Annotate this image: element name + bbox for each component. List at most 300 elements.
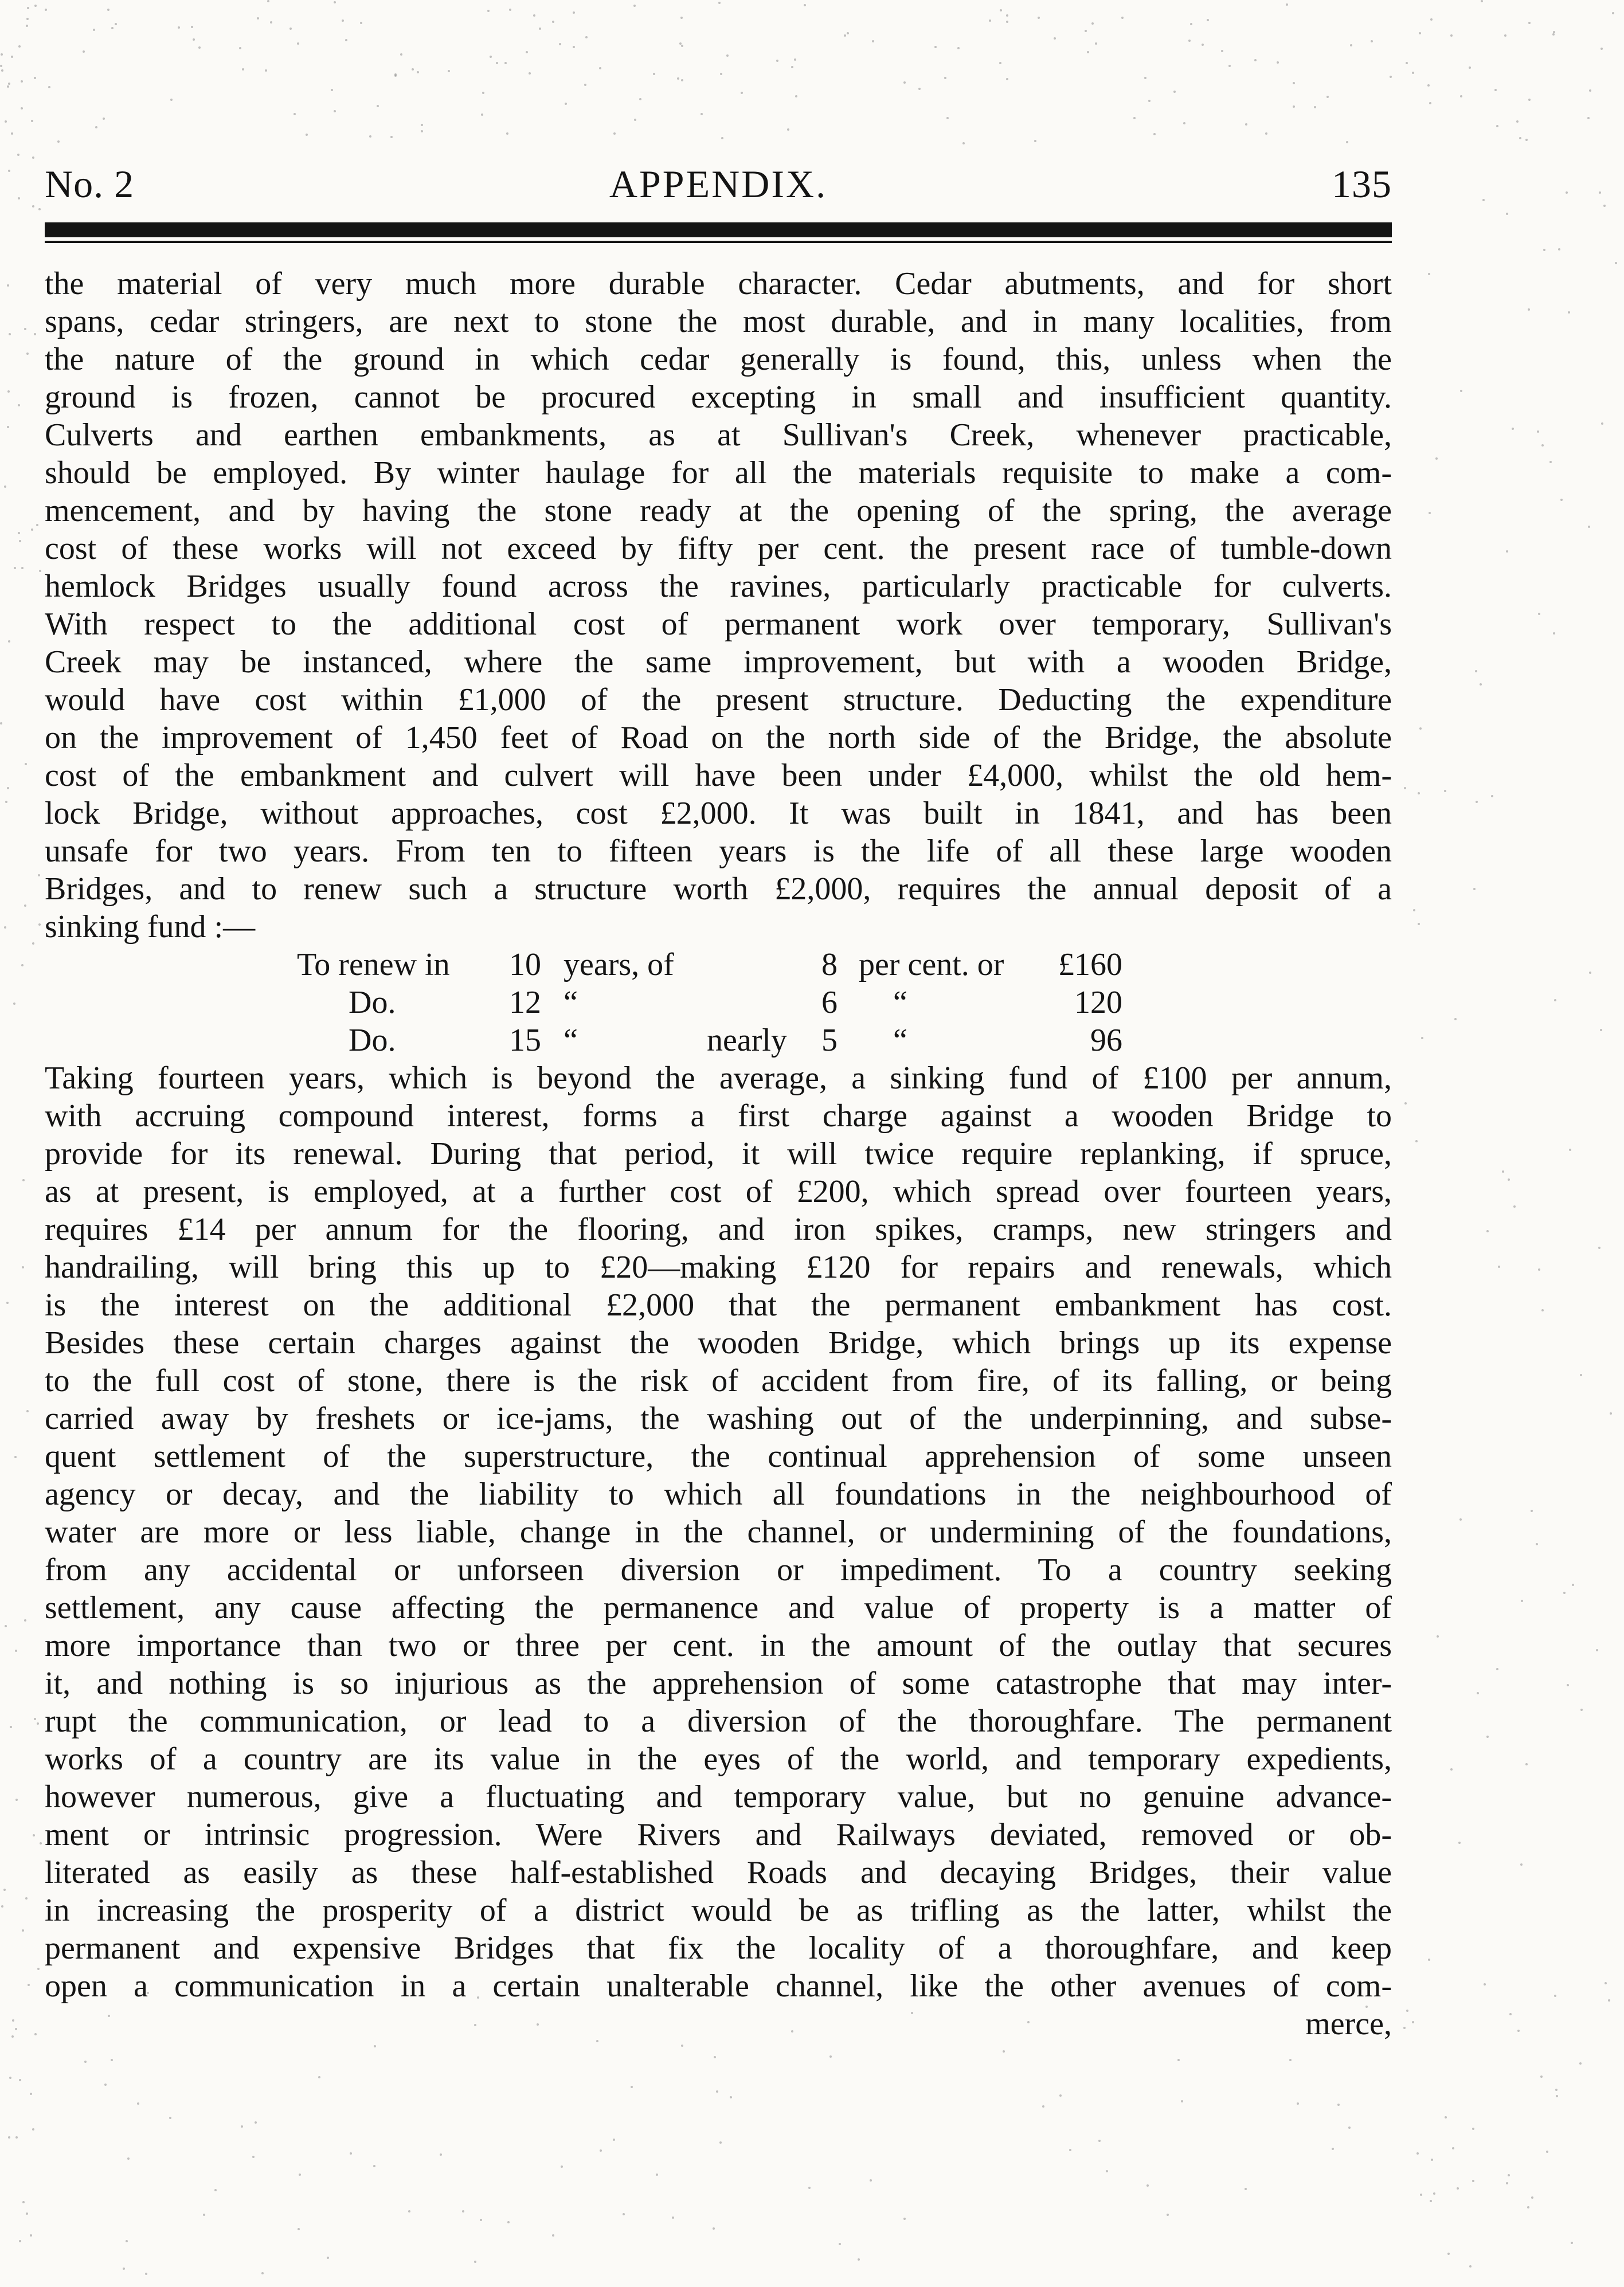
speckle-dot [1555,2089,1558,2091]
speckle-dot [21,567,24,569]
speckle-dot [1254,59,1257,61]
speckle-dot [373,2165,375,2167]
speckle-dot [1,53,3,56]
speckle-dot [1148,100,1151,102]
speckle-dot [28,1984,30,1986]
speckle-dot [1202,44,1204,46]
speckle-dot [1553,31,1555,33]
speckle-dot [421,124,423,126]
speckle-dot [720,73,722,75]
speckle-dot [1612,12,1614,14]
text-line: unsafe for two years. From ten to fifteen years is the life of all these large wooden [45,833,1392,869]
speckle-dot [600,2149,602,2152]
table-cell-label: Do. [349,985,396,1020]
speckle-dot [7,787,9,789]
speckle-dot [241,2125,243,2128]
speckle-dot [1003,2050,1005,2053]
speckle-dot [145,2273,147,2275]
text-line: quent settlement of the superstructure, the continual apprehension of some unseen [45,1439,1392,1474]
speckle-dot [115,23,117,25]
speckle-dot [496,62,498,64]
speckle-dot [1484,1983,1486,1986]
speckle-dot [1596,1649,1598,1651]
speckle-dot [1476,801,1478,803]
speckle-dot [22,1929,24,1932]
speckle-dot [26,1410,29,1412]
speckle-dot [1346,141,1348,143]
text-line: mencement, and by having the stone ready at the opening of the spring, the average [45,493,1392,528]
speckle-dot [1429,102,1431,104]
speckle-dot [331,89,333,91]
speckle-dot [374,2045,376,2047]
text-line: Besides these certain charges against the wooden Bridge, which brings up its expense [45,1325,1392,1361]
speckle-dot [30,2093,32,2095]
table-cell-rate: 8 [821,947,838,982]
speckle-dot [1418,923,1420,925]
speckle-dot [1144,77,1146,79]
text-line: with accruing compound interest, forms a first charge against a wooden Bridge to [45,1098,1392,1134]
speckle-dot [4,926,6,929]
speckle-dot [1460,390,1462,392]
speckle-dot [1615,262,1617,264]
speckle-dot [1091,22,1094,25]
speckle-dot [34,5,37,7]
speckle-dot [677,77,679,80]
speckle-dot [1106,2170,1108,2172]
speckle-dot [1427,84,1430,87]
speckle-dot [0,65,2,67]
speckle-dot [1509,2013,1512,2015]
text-line: hemlock Bridges usually found across the ravines, particularly practicable for culverts. [45,569,1392,604]
speckle-dot [1038,17,1040,19]
speckle-dot [903,81,906,84]
speckle-dot [839,2243,841,2245]
speckle-dot [1,1905,3,1908]
speckle-dot [1482,199,1485,201]
speckle-dot [1207,19,1209,21]
speckle-dot [1512,428,1514,430]
speckle-dot [191,26,193,28]
speckle-dot [804,4,806,6]
speckle-dot [1293,82,1295,84]
speckle-dot [613,132,616,135]
table-cell-pc: “ [893,985,907,1020]
speckle-dot [999,62,1001,64]
speckle-dot [1454,1018,1457,1020]
speckle-dot [270,21,272,24]
paragraph-2 [45,1059,1392,2005]
speckle-dot [1531,1510,1533,1512]
speckle-dot [14,567,16,569]
speckle-dot [1450,34,1453,37]
speckle-dot [1540,2075,1543,2078]
speckle-dot [585,36,588,38]
speckle-dot [1525,139,1528,141]
speckle-dot [829,2055,832,2058]
speckle-dot [1277,61,1279,64]
speckle-dot [289,28,292,30]
speckle-dot [9,333,11,335]
table-cell-unit: “ [563,985,578,1020]
speckle-dot [8,170,10,172]
speckle-dot [529,72,531,75]
speckle-dot [104,2084,107,2086]
speckle-dot [989,19,991,22]
speckle-dot [34,77,36,79]
speckle-dot [360,22,362,24]
speckle-dot [1504,34,1506,37]
speckle-dot [1390,76,1392,78]
speckle-dot [13,1002,15,1005]
speckle-dot [787,128,789,131]
speckle-dot [903,2218,906,2220]
speckle-dot [1549,461,1552,463]
sinking-fund-table [45,946,1392,1059]
speckle-dot [1605,1982,1607,1984]
text-line: open a communication in a certain unalterable channel, like the other avenues of com- [45,1968,1392,2004]
speckle-dot [32,156,34,159]
table-cell-rate: 6 [821,985,838,1020]
speckle-dot [1190,23,1192,25]
speckle-dot [584,84,586,86]
speckle-dot [22,1179,25,1181]
text-line: the nature of the ground in which cedar generally is found, this, unless when the [45,342,1392,377]
speckle-dot [318,2076,320,2078]
speckle-dot [1608,1999,1610,2002]
speckle-dot [421,130,423,132]
header-thin-rule [45,241,1392,243]
page-number: 135 [1332,162,1392,206]
speckle-dot [946,117,949,119]
speckle-dot [681,79,683,81]
speckle-dot [1472,2128,1474,2130]
table-row [45,984,1392,1021]
speckle-dot [31,120,33,122]
speckle-dot [533,14,535,17]
speckle-dot [11,2035,14,2038]
speckle-dot [18,532,20,534]
speckle-dot [1326,96,1329,98]
speckle-dot [1289,2059,1292,2061]
speckle-dot [1153,133,1156,135]
speckle-dot [1469,2265,1472,2268]
speckle-dot [962,142,965,144]
text-line: Culverts and earthen embankments, as at Sullivan's Creek, whenever practicable, [45,417,1392,453]
table-cell-amount: £160 [1058,947,1122,982]
speckle-dot [1589,972,1591,974]
text-line: Creek may be instanced, where the same improvement, but with a wooden Bridge, [45,644,1392,680]
speckle-dot [794,58,796,61]
speckle-dot [26,18,29,20]
speckle-dot [7,426,9,428]
speckle-dot [509,9,511,11]
speckle-dot [5,120,7,123]
speckle-dot [1428,273,1430,275]
speckle-dot [19,540,21,542]
speckle-dot [11,132,13,135]
text-line: to the full cost of stone, there is the risk of accident from fire, of its falling, or being [45,1363,1392,1399]
speckle-dot [26,2212,28,2215]
speckle-dot [1536,1543,1538,1545]
table-row [45,1021,1392,1059]
speckle-dot [334,1,336,3]
speckle-dot [7,85,9,88]
speckle-dot [38,874,40,876]
speckle-dot [123,2268,125,2270]
speckle-dot [417,71,419,73]
speckle-dot [1419,727,1422,730]
text-line: With respect to the additional cost of permanent work over temporary, Sullivan's [45,606,1392,642]
speckle-dot [107,9,109,11]
text-line: works of a country are its value in the eyes of the world, and temporary expedients, [45,1741,1392,1777]
speckle-dot [83,50,85,53]
speckle-dot [1491,795,1493,797]
speckle-dot [1601,422,1603,425]
speckle-dot [1121,17,1124,19]
speckle-dot [408,2210,410,2212]
speckle-dot [297,42,299,45]
speckle-dot [1502,1170,1504,1173]
speckle-dot [7,390,10,393]
speckle-dot [776,60,778,62]
speckle-dot [1348,2127,1351,2129]
speckle-dot [634,119,636,121]
speckle-dot [639,98,641,100]
text-line: carried away by freshets or ice-jams, the washing out of the underpinning, and subse- [45,1401,1392,1436]
speckle-dot [103,118,105,120]
speckle-dot [613,2139,615,2141]
speckle-dot [267,0,269,2]
speckle-dot [1297,2102,1299,2105]
speckle-dot [681,2045,683,2047]
speckle-dot [623,2213,625,2215]
speckle-dot [1133,117,1136,119]
speckle-dot [1403,2027,1406,2029]
speckle-dot [844,34,846,37]
speckle-dot [791,66,793,68]
speckle-dot [377,105,379,107]
speckle-dot [1498,1266,1500,1268]
speckle-dot [1554,1995,1556,1997]
speckle-dot [1546,2151,1548,2153]
speckle-dot [15,2136,18,2139]
speckle-dot [1430,18,1433,21]
speckle-dot [1600,48,1603,50]
speckle-dot [1059,2094,1062,2097]
table-cell-unit: “ [563,1023,578,1058]
speckle-dot [18,45,21,48]
speckle-dot [1580,1374,1582,1376]
speckle-dot [1513,1205,1516,1208]
speckle-dot [957,47,960,49]
speckle-dot [934,46,937,48]
speckle-dot [1486,1736,1489,1738]
speckle-dot [1571,2242,1573,2244]
speckle-dot [21,964,24,966]
table-cell-nearly: nearly [707,1023,787,1058]
speckle-dot [10,1726,12,1728]
speckle-dot [7,284,9,287]
speckle-dot [14,1456,17,1458]
speckle-dot [1447,2253,1450,2255]
speckle-dot [394,73,397,76]
speckle-dot [1567,1684,1569,1686]
speckle-dot [34,1718,36,1720]
speckle-dot [1560,499,1563,501]
speckle-dot [1528,22,1531,24]
speckle-dot [1520,1863,1523,1866]
speckle-dot [1006,21,1008,23]
speckle-dot [127,2157,130,2160]
text-line: in increasing the prosperity of a district would be as trifling as the latter, whilst the [45,1893,1392,1928]
speckle-dot [95,126,97,128]
speckle-dot [1245,123,1247,126]
speckle-dot [1332,2148,1334,2150]
speckle-dot [0,722,2,725]
header-thick-rule [45,222,1392,237]
text-line: from any accidental or unforseen diversion or impediment. To a country seeking [45,1552,1392,1588]
speckle-dot [1445,2116,1447,2118]
speckle-dot [19,2079,21,2081]
table-cell-years: 10 [509,947,541,982]
speckle-dot [713,2227,715,2230]
speckle-dot [8,83,10,85]
text-line: is the interest on the additional £2,000 that the permanent embankment has cost. [45,1287,1392,1323]
speckle-dot [5,1625,7,1627]
speckle-dot [672,2216,674,2219]
speckle-dot [33,1834,35,1836]
speckle-dot [1412,2021,1414,2023]
text-line: the material of very much more durable character. Cedar abutments, and for short [45,266,1392,301]
speckle-dot [1472,2180,1474,2182]
speckle-dot [1508,1178,1510,1181]
speckle-dot [1538,613,1540,615]
speckle-dot [1085,30,1087,32]
speckle-dot [1588,526,1590,528]
speckle-dot [342,19,344,22]
speckle-dot [45,9,47,11]
speckle-dot [1404,1102,1407,1105]
speckle-dot [5,801,7,803]
speckle-dot [1480,683,1482,686]
speckle-dot [21,107,23,109]
speckle-dot [170,99,173,101]
speckle-dot [9,2077,11,2079]
speckle-dot [552,2234,554,2237]
speckle-dot [872,40,874,42]
speckle-dot [599,67,601,69]
speckle-dot [537,2023,539,2026]
text-line: lock Bridge, without approaches, cost £2,000. It was built in 1841, and has been [45,796,1392,831]
speckle-dot [1598,1247,1600,1249]
body-text [45,265,1392,2043]
speckle-dot [369,135,371,138]
speckle-dot [1568,311,1570,314]
speckle-dot [1600,1029,1602,1031]
speckle-dot [6,1302,9,1304]
speckle-dot [1506,213,1508,215]
speckle-dot [22,1266,24,1268]
speckle-dot [38,923,41,926]
speckle-dot [18,197,20,199]
speckle-dot [242,68,244,71]
speckle-dot [27,7,29,9]
speckle-dot [1412,72,1414,74]
speckle-dot [1404,787,1406,789]
speckle-dot [565,103,567,105]
speckle-dot [40,1842,42,1845]
speckle-dot [1569,1149,1571,1151]
speckle-dot [1098,2140,1101,2142]
speckle-dot [1460,95,1462,97]
speckle-dot [1556,2095,1558,2097]
speckle-dot [1496,1668,1498,1670]
speckle-dot [1181,2100,1183,2102]
speckle-dot [345,39,347,41]
speckle-dot [198,46,201,49]
speckle-dot [1435,457,1438,460]
speckle-dot [350,2152,352,2155]
appendix-number: No. 2 [45,162,135,206]
speckle-dot [1538,1268,1540,1271]
speckle-dot [4,485,6,488]
speckle-dot [911,2012,913,2014]
speckle-dot [306,134,308,136]
speckle-dot [26,353,29,355]
speckle-dot [870,2179,872,2182]
speckle-dot [1473,888,1476,890]
speckle-dot [1579,2062,1582,2065]
speckle-dot [795,95,797,97]
speckle-dot [1418,792,1420,794]
text-line: permanent and expensive Bridges that fix the locality of a thoroughfare, and keep [45,1930,1392,1966]
speckle-dot [1,69,3,72]
speckle-dot [1528,99,1531,101]
text-line: literated as easily as these half-established Roads and decaying Bridges, their value [45,1855,1392,1890]
speckle-dot [84,2061,87,2063]
speckle-dot [193,38,195,41]
speckle-dot [808,2187,811,2189]
speckle-dot [1000,9,1002,11]
speckle-dot [1572,1584,1574,1586]
speckle-dot [1428,1959,1430,1961]
speckle-dot [1458,1842,1461,1844]
speckle-dot [1042,2105,1044,2108]
speckle-dot [1566,191,1568,194]
speckle-dot [944,77,946,79]
speckle-dot [1531,2196,1533,2199]
text-line: settlement, any cause affecting the permanence and value of property is a matter of [45,1590,1392,1626]
speckle-dot [265,69,267,72]
speckle-dot [504,62,507,64]
speckle-dot [32,205,34,207]
speckle-dot [32,942,34,945]
speckle-dot [680,17,683,19]
speckle-dot [1034,140,1036,142]
table-cell-amount: 120 [1074,985,1122,1020]
speckle-dot [1469,66,1471,69]
speckle-dot [714,2056,716,2058]
speckle-dot [1580,1709,1583,1711]
speckle-dot [482,92,484,94]
speckle-dot [214,2189,217,2191]
speckle-dot [257,17,259,19]
speckle-dot [1452,2147,1454,2149]
running-title: APPENDIX. [609,162,828,206]
text-line: sinking fund :— [45,909,256,945]
speckle-dot [1477,1692,1479,1694]
speckle-dot [22,2201,25,2203]
